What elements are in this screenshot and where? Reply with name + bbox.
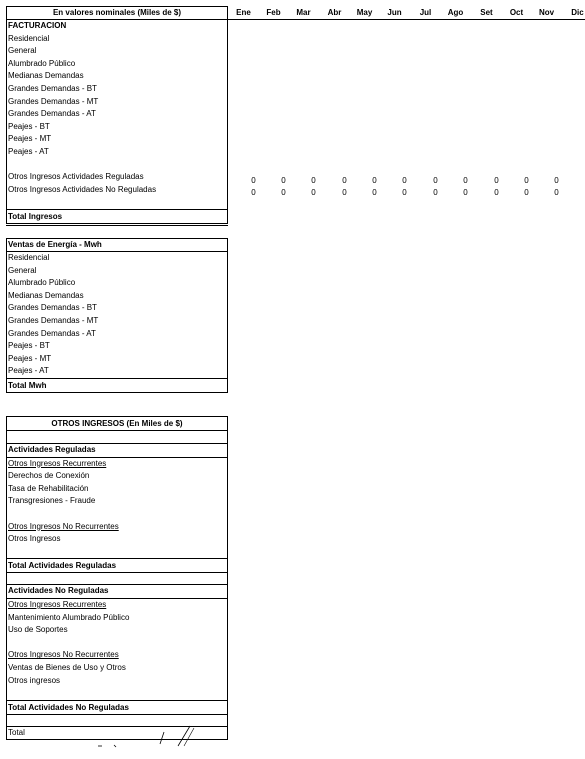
- value-cell: 0: [463, 176, 468, 185]
- month-header-row: [228, 6, 585, 20]
- spacer: [7, 637, 227, 650]
- total-no-reguladas-label: Total Actividades No Reguladas: [7, 700, 227, 715]
- month-header-ago: Ago: [447, 8, 464, 17]
- list-item: Uso de Soportes: [8, 625, 68, 635]
- value-cell: 0: [402, 176, 407, 185]
- month-header-mar: Mar: [296, 8, 311, 17]
- list-item: Peajes - BT: [8, 121, 50, 131]
- list-item: Residencial: [8, 33, 50, 43]
- value-cell: 0: [372, 188, 377, 197]
- list-item: Otros Ingresos Actividades No Reguladas: [8, 184, 157, 194]
- month-header-jul: Jul: [419, 8, 432, 17]
- spacer: [7, 687, 227, 700]
- no-reguladas-title: Actividades No Reguladas: [7, 585, 227, 599]
- reguladas-title: Actividades Reguladas: [7, 444, 227, 458]
- total-mwh-label: Total Mwh: [7, 378, 227, 392]
- month-header-set: Set: [480, 8, 493, 17]
- list-item: Alumbrado Público: [8, 278, 76, 288]
- facturacion-title: FACTURACION: [8, 21, 67, 30]
- list-item: Medianas Demandas: [8, 290, 84, 300]
- list-item: Grandes Demandas - MT: [8, 315, 99, 325]
- value-cell: 0: [372, 176, 377, 185]
- list-item: Otros Ingresos Actividades Reguladas: [8, 172, 144, 182]
- list-item: Peajes - AT: [8, 146, 49, 156]
- value-cell: 0: [463, 188, 468, 197]
- list-item: Peajes - MT: [8, 134, 52, 144]
- spacer: [7, 508, 227, 521]
- list-item: Mantenimiento Alumbrado Público: [8, 612, 130, 622]
- ventas-header: Ventas de Energía - Mwh: [7, 239, 227, 252]
- total-ingresos-label: Total Ingresos: [7, 209, 227, 223]
- month-header-nov: Nov: [538, 8, 555, 17]
- value-cell: 0: [251, 188, 256, 197]
- month-header-oct: Oct: [509, 8, 524, 17]
- list-item: Peajes - MT: [8, 353, 52, 363]
- value-cell: 0: [342, 176, 347, 185]
- ventas-section: [6, 238, 228, 393]
- spacer: [7, 196, 227, 209]
- list-item: Grandes Demandas - AT: [8, 328, 96, 338]
- month-header-dic: Dic: [571, 8, 584, 17]
- value-cell: 0: [281, 176, 286, 185]
- list-item: Otros Ingresos: [8, 534, 61, 544]
- value-cell: 0: [494, 176, 499, 185]
- spacer: [7, 573, 227, 585]
- list-item: Peajes - AT: [8, 366, 49, 376]
- spacer: [7, 159, 227, 172]
- value-cell: 0: [554, 176, 559, 185]
- facturacion-section: [6, 6, 228, 224]
- value-cell: 0: [311, 176, 316, 185]
- list-item: Peajes - BT: [8, 341, 50, 351]
- list-item: Ventas de Bienes de Uso y Otros: [8, 662, 126, 672]
- value-cell: 0: [251, 176, 256, 185]
- otros-ingresos-header: OTROS INGRESOS (En Miles de $): [7, 417, 227, 431]
- list-item: Residencial: [8, 253, 50, 262]
- spacer: [7, 546, 227, 559]
- list-item: Tasa de Rehabilitación: [8, 483, 89, 493]
- month-header-ene: Ene: [236, 8, 251, 17]
- spacer: [7, 431, 227, 444]
- value-cell: 0: [524, 176, 529, 185]
- list-item: Grandes Demandas - MT: [8, 96, 99, 106]
- total-reguladas-label: Total Actividades Reguladas: [7, 558, 227, 573]
- list-item: General: [8, 46, 37, 56]
- list-item: Otros ingresos: [8, 675, 61, 685]
- reguladas-recurrentes-title: Otros Ingresos Recurrentes: [8, 458, 107, 468]
- month-header-jun: Jun: [387, 8, 402, 17]
- month-header-feb: Feb: [266, 8, 281, 17]
- otros-ingresos-section: [6, 416, 228, 740]
- facturacion-header: En valores nominales (Miles de $): [7, 7, 227, 20]
- month-header-may: May: [356, 8, 373, 17]
- grand-total-label: Total: [8, 727, 25, 737]
- value-cell: 0: [342, 188, 347, 197]
- handwritten-mark: [90, 722, 210, 750]
- list-item: Alumbrado Público: [8, 58, 76, 68]
- value-cell: 0: [524, 188, 529, 197]
- list-item: Grandes Demandas - AT: [8, 109, 96, 119]
- value-cell: 0: [311, 188, 316, 197]
- value-cell: 0: [433, 188, 438, 197]
- no-reguladas-recurrentes-title: Otros Ingresos Recurrentes: [8, 599, 107, 609]
- reguladas-no-recurrentes-title: Otros Ingresos No Recurrentes: [8, 521, 119, 531]
- value-cell: 0: [494, 188, 499, 197]
- list-item: General: [8, 265, 37, 275]
- list-item: Transgresiones - Fraude: [8, 496, 96, 506]
- list-item: Grandes Demandas - BT: [8, 83, 97, 93]
- value-cell: 0: [554, 188, 559, 197]
- list-item: Grandes Demandas - BT: [8, 303, 97, 313]
- total-underline: [6, 225, 228, 226]
- list-item: Derechos de Conexión: [8, 471, 90, 481]
- value-cell: 0: [402, 188, 407, 197]
- list-item: Medianas Demandas: [8, 71, 84, 81]
- value-cell: 0: [281, 188, 286, 197]
- no-reguladas-no-recurrentes-title: Otros Ingresos No Recurrentes: [8, 650, 119, 660]
- value-cell: 0: [433, 176, 438, 185]
- month-header-abr: Abr: [327, 8, 342, 17]
